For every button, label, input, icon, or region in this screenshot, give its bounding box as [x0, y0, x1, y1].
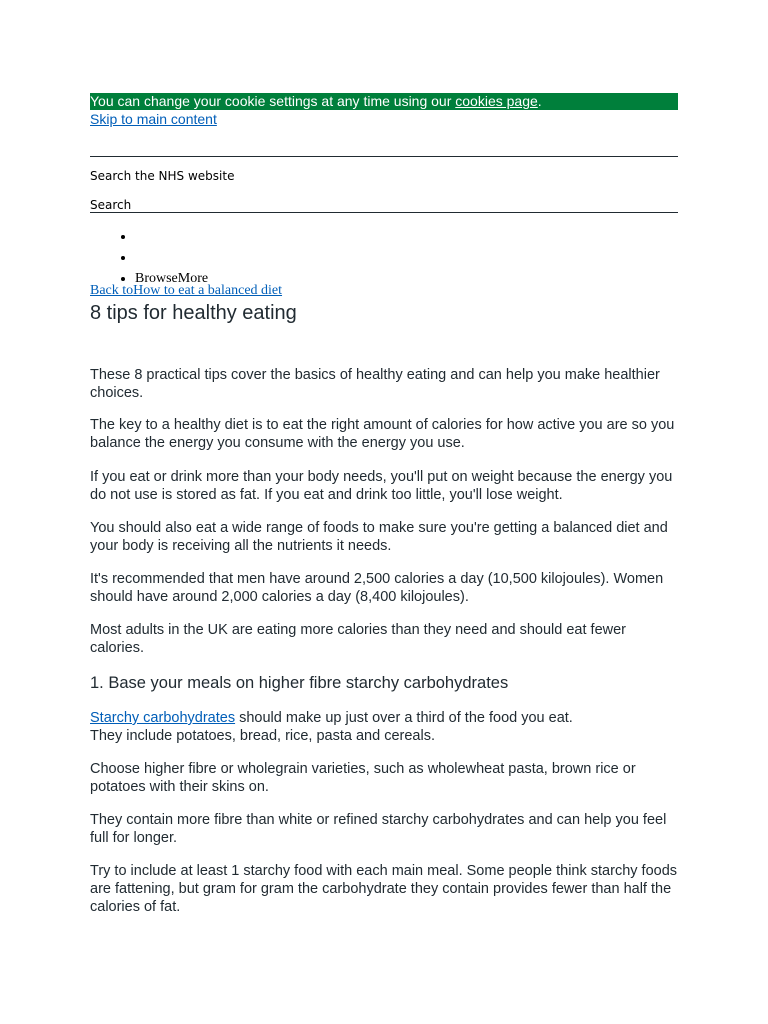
nav-item[interactable] — [135, 226, 208, 247]
cookie-banner — [90, 93, 678, 110]
section-paragraph: They contain more fibre than white or refined starchy carbohydrates and can help you feel full for longer. — [90, 812, 667, 846]
back-link[interactable] — [90, 283, 282, 299]
search-input[interactable] — [90, 212, 678, 213]
intro-paragraph: It's recommended that men have around 2,500 calories a day (10,500 kilojoules). Women should have around 2,000 calories a day (8,400 kilojoules). — [90, 571, 664, 605]
nav-item-browse-more[interactable]: • BrowseMore — [135, 268, 208, 289]
section-paragraph-text: should make up just over a third of the food you eat. — [235, 710, 573, 726]
intro-paragraph: If you eat or drink more than your body needs, you'll put on weight because the energy you do not use is stored as fat. If you eat and drink too little, you'll lose weight. — [90, 469, 673, 503]
section-paragraph-text: They include potatoes, bread, rice, pasta and cereals. — [90, 728, 435, 744]
intro-paragraph: The key to a healthy diet is to eat the right amount of calories for how active you are so you balance the energy you consume with the energy you use. — [90, 417, 675, 451]
page-title: 8 tips for healthy eating — [90, 302, 297, 324]
section-heading: 1. Base your meals on higher fibre starchy carbohydrates — [90, 674, 509, 692]
cookies-page-link[interactable]: cookies page — [455, 93, 538, 109]
header-divider-top — [90, 156, 678, 157]
starchy-carbohydrates-link[interactable]: Starchy carbohydrates — [90, 710, 236, 726]
section-paragraph: Try to include at least 1 starchy food with each main meal. Some people think starchy foods are fattening, but gram for gram the carbohydrate they contain provides fewer than half the calories of fat. — [90, 863, 678, 915]
back-link-target: How to eat a balanced diet — [133, 283, 283, 298]
back-link-prefix: Back to — [90, 283, 134, 298]
intro-paragraph: Most adults in the UK are eating more calories than they need and should eat fewer calories. — [90, 622, 627, 656]
search-label: Search the NHS website — [90, 169, 235, 183]
nav-item[interactable] — [135, 247, 208, 268]
search-button[interactable]: Search — [90, 198, 132, 212]
intro-paragraph: You should also eat a wide range of foods to make sure you're getting a balanced diet and your body is receiving all the nutrients it needs. — [90, 520, 668, 554]
intro-paragraph: These 8 practical tips cover the basics of healthy eating and can help you make healthier choices. — [90, 367, 660, 401]
nav-list — [90, 226, 208, 289]
skip-to-main-link[interactable]: Skip to main content — [90, 111, 217, 127]
cookie-banner-suffix: . — [537, 93, 542, 109]
cookie-banner-text: You can change your cookie settings at any time using our — [90, 93, 456, 109]
section-paragraph: Choose higher fibre or wholegrain varieties, such as wholewheat pasta, brown rice or potatoes with their skins on. — [90, 761, 636, 795]
section-paragraph — [90, 709, 678, 745]
